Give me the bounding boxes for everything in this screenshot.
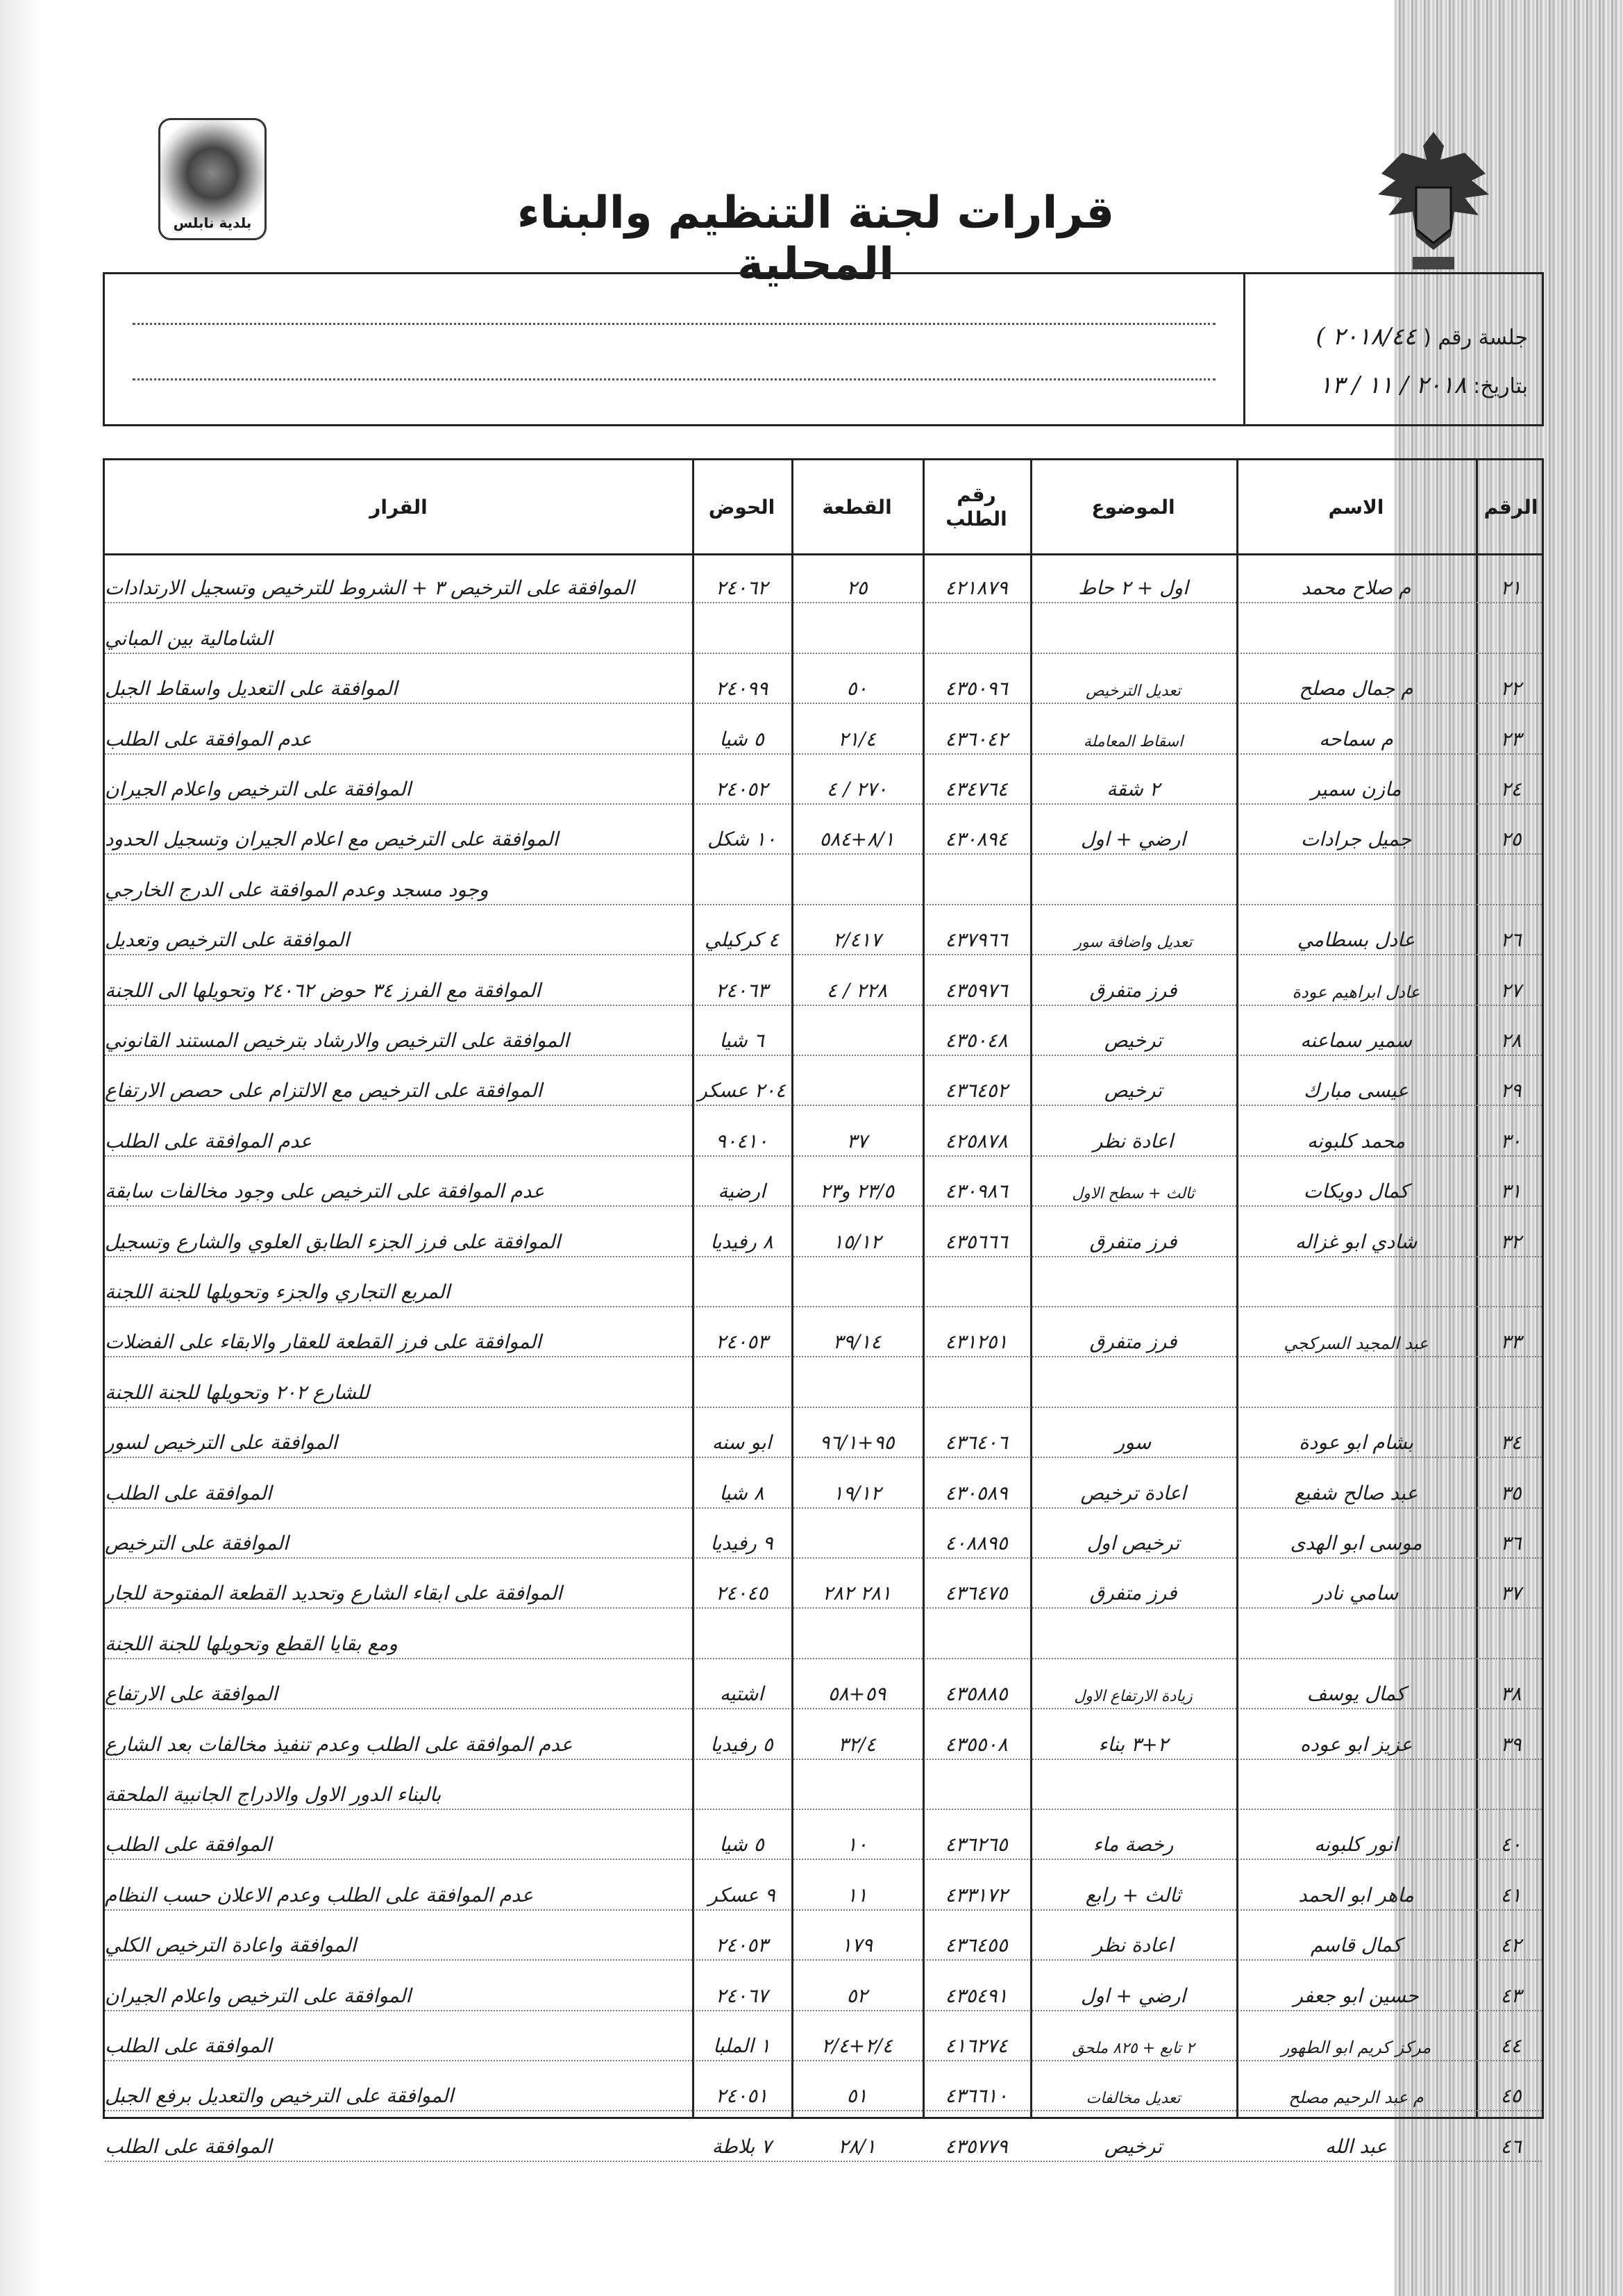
row-subject: اعادة ترخيص [1080, 1481, 1186, 1505]
row-rule [105, 2060, 1542, 2061]
row-basin: ٢٠٤ عسكر [698, 1079, 786, 1103]
row-parcel: ١٧٩ [841, 1934, 873, 1957]
row-decision: الموافقة على التعديل واسقاط الجبل [105, 677, 398, 701]
row-decision: الموافقة على الطلب [105, 1833, 272, 1857]
row-number: ٣٤ [1500, 1431, 1522, 1455]
row-number: ٢٦ [1500, 928, 1522, 952]
row-number: ٢٧ [1500, 978, 1522, 1002]
row-name: مركز كريم ابو الطهور [1281, 2038, 1431, 2057]
row-subject: سور [1115, 1431, 1152, 1455]
row-rule [105, 602, 1542, 603]
row-rule [105, 803, 1542, 805]
divider [1243, 274, 1245, 424]
row-decision: الموافقة على الترخيص واعلام الجيران [105, 1984, 412, 2007]
row-basin: ٢٤٠٥٢ [715, 778, 768, 801]
row-rule [105, 1658, 1542, 1659]
row-number: ٣٠ [1500, 1129, 1522, 1153]
row-basin: ١٠ شكل [707, 828, 777, 851]
row-name: كمال دويكات [1303, 1180, 1409, 1203]
row-basin: ٧ بلاطة [712, 2134, 772, 2158]
session-date-value: ٢٠١٨ / ١١ / ١٣ [1319, 371, 1467, 399]
row-rule [105, 904, 1542, 905]
row-decision: عدم الموافقة على الطلب [105, 1129, 312, 1153]
row-rule [105, 1909, 1542, 1911]
row-request-no: ٤٠٨٨٩٥ [945, 1532, 1008, 1555]
row-basin: ٢٤٠٦٢ [715, 576, 768, 600]
row-subject: زيادة الارتفاع الاول [1074, 1688, 1193, 1706]
row-decision: الموافقة على فرز الجزء الطابق العلوي والشارع وتسجيل [105, 1230, 561, 1253]
row-parcel: ١٠ [846, 1833, 868, 1857]
row-decision-continued: وجود مسجد وعدم الموافقة على الدرج الخارجي [105, 878, 489, 901]
row-basin: ارضية [718, 1180, 766, 1203]
row-request-no: ٤٣٦٤٠٦ [945, 1431, 1008, 1455]
row-number: ٤٢ [1500, 1934, 1522, 1957]
row-rule [105, 1557, 1542, 1559]
row-request-no: ٤٣٦٠٤٢ [945, 727, 1008, 751]
header-divider [105, 553, 1542, 555]
row-basin: ٨ شيا [719, 1481, 764, 1505]
row-decision: الموافقة على الترخيص والتعديل برفع الجبل [105, 2084, 454, 2108]
row-parcel [791, 1063, 923, 1105]
row-rule [105, 1457, 1542, 1458]
eagle-emblem-icon [1374, 118, 1492, 285]
row-name: م صلاح محمد [1301, 576, 1411, 600]
row-parcel: ٥١ [846, 2084, 868, 2108]
row-subject: اول + ٢ حاط [1078, 576, 1188, 600]
row-decision: الموافقة على الطلب [105, 2134, 272, 2158]
dotted-line [133, 323, 1216, 325]
row-decision: الموافقة على الترخيص [105, 1532, 289, 1555]
row-subject: فرز متفرق [1089, 1582, 1177, 1605]
row-parcel: ٣٧ [846, 1129, 868, 1153]
row-decision: الموافقة على الترخيص مع الالتزام على حصص الارتفاع [105, 1079, 543, 1103]
row-name: بشام ابو عودة [1299, 1431, 1413, 1455]
row-number: ٣٨ [1500, 1682, 1522, 1706]
row-request-no: ٤٣٦٦١٠ [945, 2084, 1008, 2108]
row-basin: اشتيه [719, 1682, 764, 1706]
row-parcel: ١٥/١٢ [832, 1230, 882, 1253]
row-request-no: ٤٣٧٩٦٦ [945, 928, 1008, 952]
row-request-no: ٤٣٦٤٥٢ [945, 1079, 1008, 1103]
row-decision: الموافقة على الارتفاع [105, 1682, 278, 1706]
row-basin: ٢٤٠٥٣ [715, 1934, 768, 1957]
row-rule [105, 1759, 1542, 1760]
column-header-decision: القرار [369, 495, 428, 519]
row-subject: ترخيص [1104, 2134, 1163, 2158]
row-request-no: ٤٣١٢٥١ [945, 1330, 1008, 1354]
row-name: م عبد الرحيم مصلح [1288, 2088, 1424, 2108]
row-parcel: ٢/٤+٢/٤ [821, 2034, 893, 2057]
row-name: عبد المجيد السركجي [1284, 1334, 1429, 1354]
row-number: ٤٠ [1500, 1833, 1522, 1857]
row-basin: ٩٠٤١٠ [715, 1129, 768, 1153]
row-rule [105, 853, 1542, 855]
row-rule [105, 1507, 1542, 1509]
row-rule [105, 2110, 1542, 2111]
decisions-table [103, 458, 1544, 2158]
row-basin: ٢٤٠٦٣ [715, 978, 768, 1002]
row-name: عيسى مبارك [1304, 1079, 1408, 1103]
row-rule [105, 1256, 1542, 1257]
row-basin: ٥ شيا [719, 727, 764, 751]
scan-shadow-left [0, 0, 42, 2296]
row-number: ٣٥ [1500, 1481, 1522, 1505]
row-subject: ٢ شقة [1107, 778, 1160, 801]
municipality-seal-logo [158, 118, 267, 240]
row-decision: الموافقة على الترخيص واعلام الجيران [105, 778, 412, 801]
row-number: ٣١ [1500, 1180, 1522, 1203]
row-name: ماهر ابو الحمد [1298, 1883, 1414, 1907]
row-decision-continued: المربع التجاري والجزء وتحويلها للجنة اللجنة [105, 1280, 451, 1303]
row-decision: الموافقة على الترخيص لسور [105, 1431, 338, 1455]
row-number: ٤٣ [1500, 1984, 1522, 2007]
row-request-no: ٤٣٠٥٨٩ [945, 1481, 1008, 1505]
row-subject: فرز متفرق [1089, 1230, 1177, 1253]
row-rule [105, 1607, 1542, 1609]
row-parcel [791, 1013, 923, 1055]
row-name: جميل جرادات [1300, 828, 1412, 851]
row-name: عبد صالح شفيع [1294, 1481, 1418, 1505]
row-subject: فرز متفرق [1089, 978, 1177, 1002]
row-rule [105, 1105, 1542, 1106]
row-decision: الموافقة على الطلب [105, 2034, 272, 2057]
row-number: ٢١ [1500, 576, 1522, 600]
row-rule [105, 753, 1542, 755]
row-number: ٢٤ [1500, 778, 1522, 801]
row-basin: ١ الملبا [713, 2034, 771, 2057]
row-parcel: ٢٣/٥ و٢٣ [819, 1180, 895, 1203]
row-basin: ٥ رفيديا [710, 1732, 773, 1756]
row-subject: ارضي + اول [1080, 828, 1186, 851]
row-basin: ٨ رفيديا [710, 1230, 773, 1253]
row-decision: الموافقة على الترخيص ٣ + الشروط للترخيص وتسجيل الارتدادات [105, 576, 634, 600]
row-rule [105, 1306, 1542, 1307]
session-number-label: جلسة رقم ( [1423, 326, 1528, 350]
row-basin: ٥ شيا [719, 1833, 764, 1857]
row-decision: الموافقة على الترخيص وتعديل [105, 928, 350, 952]
row-number: ٤١ [1500, 1883, 1522, 1907]
row-basin: ٢٤٠٥٣ [715, 1330, 768, 1354]
row-name: شادي ابو غزاله [1295, 1230, 1418, 1253]
session-number-value: ٢٠١٨/٤٤ ) [1315, 323, 1417, 351]
row-basin: ٢٤٠٤٥ [715, 1582, 768, 1605]
row-parcel: ١١ [846, 1883, 868, 1907]
row-name: عزيز ابو عوده [1300, 1732, 1413, 1756]
row-number: ٢٥ [1500, 828, 1522, 851]
row-parcel: ٢٧٠ / ٤ [826, 778, 888, 801]
row-number: ٣٣ [1500, 1330, 1522, 1354]
column-header-request-no: رقم الطلب [945, 483, 1007, 530]
row-request-no: ٤٣٥٤٩١ [945, 1984, 1008, 2007]
row-request-no: ٤٣٤٧٦٤ [945, 778, 1008, 801]
row-parcel: ٣٢/٤ [838, 1732, 876, 1756]
row-rule [105, 1005, 1542, 1006]
row-decision: عدم الموافقة على الطلب وعدم تنفيذ مخالفات بعد الشارع [105, 1732, 573, 1756]
row-name: م جمال مصلح [1299, 677, 1413, 701]
row-basin: ٩ عسكر [708, 1883, 775, 1907]
row-subject: ترخيص [1104, 1079, 1163, 1103]
row-number: ٣٦ [1500, 1532, 1522, 1555]
row-name: سامي نادر [1313, 1582, 1399, 1605]
row-parcel: ١٩/١٢ [832, 1481, 882, 1505]
row-request-no: ٤٢١٨٧٩ [945, 576, 1008, 600]
row-subject: ٢+٣ بناء [1098, 1732, 1168, 1756]
column-header-basin: الحوض [708, 495, 775, 519]
row-decision: الموافقة على الترخيص والارشاد بترخيص المستند القانوني [105, 1029, 569, 1052]
row-rule [105, 954, 1542, 955]
row-decision: الموافقة على الترخيص مع اعلام الجيران وتسجيل الحدود [105, 828, 559, 851]
row-rule [105, 1959, 1542, 1961]
row-name: محمد كلبونه [1306, 1129, 1406, 1153]
row-rule [105, 1708, 1542, 1709]
row-number: ٢٩ [1500, 1079, 1522, 1103]
row-rule [105, 2010, 1542, 2011]
row-request-no: ٤٣٥٥٠٨ [945, 1732, 1008, 1756]
row-decision: الموافقة مع الفرز ٣٤ حوض ٢٤٠٦٢ وتحويلها الى اللجنة [105, 978, 541, 1002]
row-number: ٢٢ [1500, 677, 1522, 701]
session-number [1315, 323, 1528, 351]
row-parcel: ٨/١+٥٨٤ [819, 828, 895, 851]
row-request-no: ٤١٦٢٧٤ [945, 2034, 1008, 2057]
row-request-no: ٤٣٦٢٦٥ [945, 1833, 1008, 1857]
row-subject: فرز متفرق [1089, 1330, 1177, 1354]
row-subject: رخصة ماء [1093, 1833, 1174, 1857]
row-decision: عدم الموافقة على الطلب وعدم الاعلان حسب النظام [105, 1883, 534, 1907]
row-request-no: ٤٣٥٠٤٨ [945, 1029, 1008, 1052]
row-name: موسى ابو الهدى [1290, 1532, 1422, 1555]
row-name: كمال يوسف [1306, 1682, 1406, 1706]
row-rule [105, 1205, 1542, 1207]
session-date-label: بتاريخ: [1473, 374, 1528, 399]
row-number: ٢٨ [1500, 1029, 1522, 1052]
row-basin: ٩ رفيديا [710, 1532, 773, 1555]
row-number: ٤٦ [1500, 2134, 1522, 2158]
row-number: ٤٤ [1500, 2034, 1522, 2057]
row-rule [105, 1407, 1542, 1408]
row-subject: تعديل الترخيص [1086, 682, 1181, 701]
row-parcel: ٣٩/١٤ [832, 1330, 882, 1354]
row-basin: ابو سنه [712, 1431, 772, 1455]
logo-text: بلدية نابلس [173, 215, 252, 231]
row-request-no: ٤٣٣١٧٢ [945, 1883, 1008, 1907]
row-name: سمير سماعنه [1300, 1029, 1412, 1052]
row-parcel: ٢٥ [846, 576, 868, 600]
row-subject: ترخيص اول [1086, 1532, 1180, 1555]
session-info-box [103, 272, 1544, 426]
column-header-subject: الموضوع [1091, 495, 1175, 519]
row-name: مازن سمير [1311, 778, 1402, 801]
row-decision: عدم الموافقة على الترخيص على وجود مخالفات سابقة [105, 1180, 545, 1203]
row-decision-continued: بالبناء الدور الاول والادراج الجانبية الملحقة [105, 1783, 442, 1806]
row-rule [105, 2161, 1542, 2162]
row-rule [105, 703, 1542, 704]
row-request-no: ٤٣٥٧٧٩ [945, 2134, 1008, 2158]
row-request-no: ٤٣٥٦٦٦ [945, 1230, 1008, 1253]
row-decision-continued: الشامالية بين المباني [105, 626, 273, 650]
row-basin: ٦ شيا [719, 1029, 764, 1052]
row-parcel: ٢/٤١٧ [832, 928, 882, 952]
row-basin: ٢٤٠٩٩ [715, 677, 768, 701]
row-decision: الموافقة واعادة الترخيص الكلي [105, 1934, 357, 1957]
row-rule [105, 653, 1542, 654]
row-parcel: ٢٨١ ٢٨٢ [822, 1582, 892, 1605]
row-decision: الموافقة على فرز القطعة للعقار والابقاء على الفضلات [105, 1330, 541, 1354]
row-subject: اعادة نظر [1093, 1934, 1174, 1957]
row-parcel: ٢٨/١ [838, 2134, 876, 2158]
row-number: ٢٣ [1500, 727, 1522, 751]
row-parcel: ٥٢ [846, 1984, 868, 2007]
row-parcel: ٢٢٨ / ٤ [826, 978, 888, 1002]
row-name: انور كلبونه [1314, 1833, 1398, 1857]
row-decision: عدم الموافقة على الطلب [105, 727, 312, 751]
row-parcel [791, 1516, 923, 1557]
row-subject: تعديل مخالفات [1086, 2090, 1181, 2108]
row-rule [105, 1859, 1542, 1860]
row-parcel: ٥٠ [846, 677, 868, 701]
row-name: عبد الله [1325, 2134, 1388, 2158]
row-decision-continued: للشارع ٢٠٢ وتحويلها للجنة اللجنة [105, 1380, 370, 1404]
row-number: ٣٩ [1500, 1732, 1522, 1756]
row-subject: تعديل واضافة سور [1074, 934, 1193, 952]
row-name: م سماحه [1319, 727, 1393, 751]
page-title: قرارات لجنة التنظيم والبناء المحلية [516, 187, 1115, 290]
row-request-no: ٤٣٥٨٨٥ [945, 1682, 1008, 1706]
row-rule [105, 1809, 1542, 1810]
row-request-no: ٤٣٥٩٧٦ [945, 978, 1008, 1002]
column-header-no: الرقم [1483, 495, 1538, 519]
row-name: عادل بسطامي [1297, 928, 1415, 952]
row-parcel: ٩٥+٩٦/١ [819, 1431, 895, 1455]
row-rule [105, 1356, 1542, 1357]
row-number: ٣٧ [1500, 1582, 1522, 1605]
row-subject: ارضي + اول [1080, 1984, 1186, 2007]
row-decision-continued: ومع بقايا القطع وتحويلها للجنة اللجنة [105, 1632, 398, 1655]
row-basin: ٢٤٠٦٧ [715, 1984, 768, 2007]
row-subject: ثالث + رابع [1085, 1883, 1181, 1907]
row-request-no: ٤٣٠٩٨٦ [945, 1180, 1008, 1203]
row-basin: ٢٤٠٥١ [715, 2084, 768, 2108]
row-basin: ٤ كركيلي [704, 928, 780, 952]
row-decision: الموافقة على الطلب [105, 1481, 272, 1505]
row-subject: اسقاط المعاملة [1083, 732, 1184, 751]
session-date [1319, 371, 1528, 399]
row-subject: ترخيص [1104, 1029, 1163, 1052]
row-request-no: ٤٣٦٤٧٥ [945, 1582, 1008, 1605]
row-request-no: ٤٣٥٠٩٦ [945, 677, 1008, 701]
column-header-name: الاسم [1328, 495, 1384, 519]
row-number: ٣٢ [1500, 1230, 1522, 1253]
row-subject: ثالث + سطح الاول [1072, 1185, 1195, 1203]
row-name: عادل ابراهيم عودة [1292, 982, 1420, 1002]
row-subject: ٢ تابع + ٨٢٥ ملحق [1072, 2040, 1195, 2057]
row-parcel: ٥٩+٥٨ [827, 1682, 886, 1706]
row-name: حسين ابو جعفر [1293, 1984, 1419, 2007]
column-header-parcel: القطعة [822, 495, 892, 519]
row-rule [105, 1055, 1542, 1056]
row-request-no: ٤٣٦٤٥٥ [945, 1934, 1008, 1957]
row-request-no: ٤٣٠٨٩٤ [945, 828, 1008, 851]
row-number: ٤٥ [1500, 2084, 1522, 2108]
row-decision: الموافقة على ابقاء الشارع وتحديد القطعة المفتوحة للجار [105, 1582, 562, 1605]
dotted-line [133, 378, 1216, 380]
row-rule [105, 1155, 1542, 1157]
row-name: كمال قاسم [1310, 1934, 1402, 1957]
row-parcel: ٢١/٤ [838, 727, 876, 751]
row-request-no: ٤٢٥٨٧٨ [945, 1129, 1008, 1153]
row-subject: اعادة نظر [1093, 1129, 1174, 1153]
